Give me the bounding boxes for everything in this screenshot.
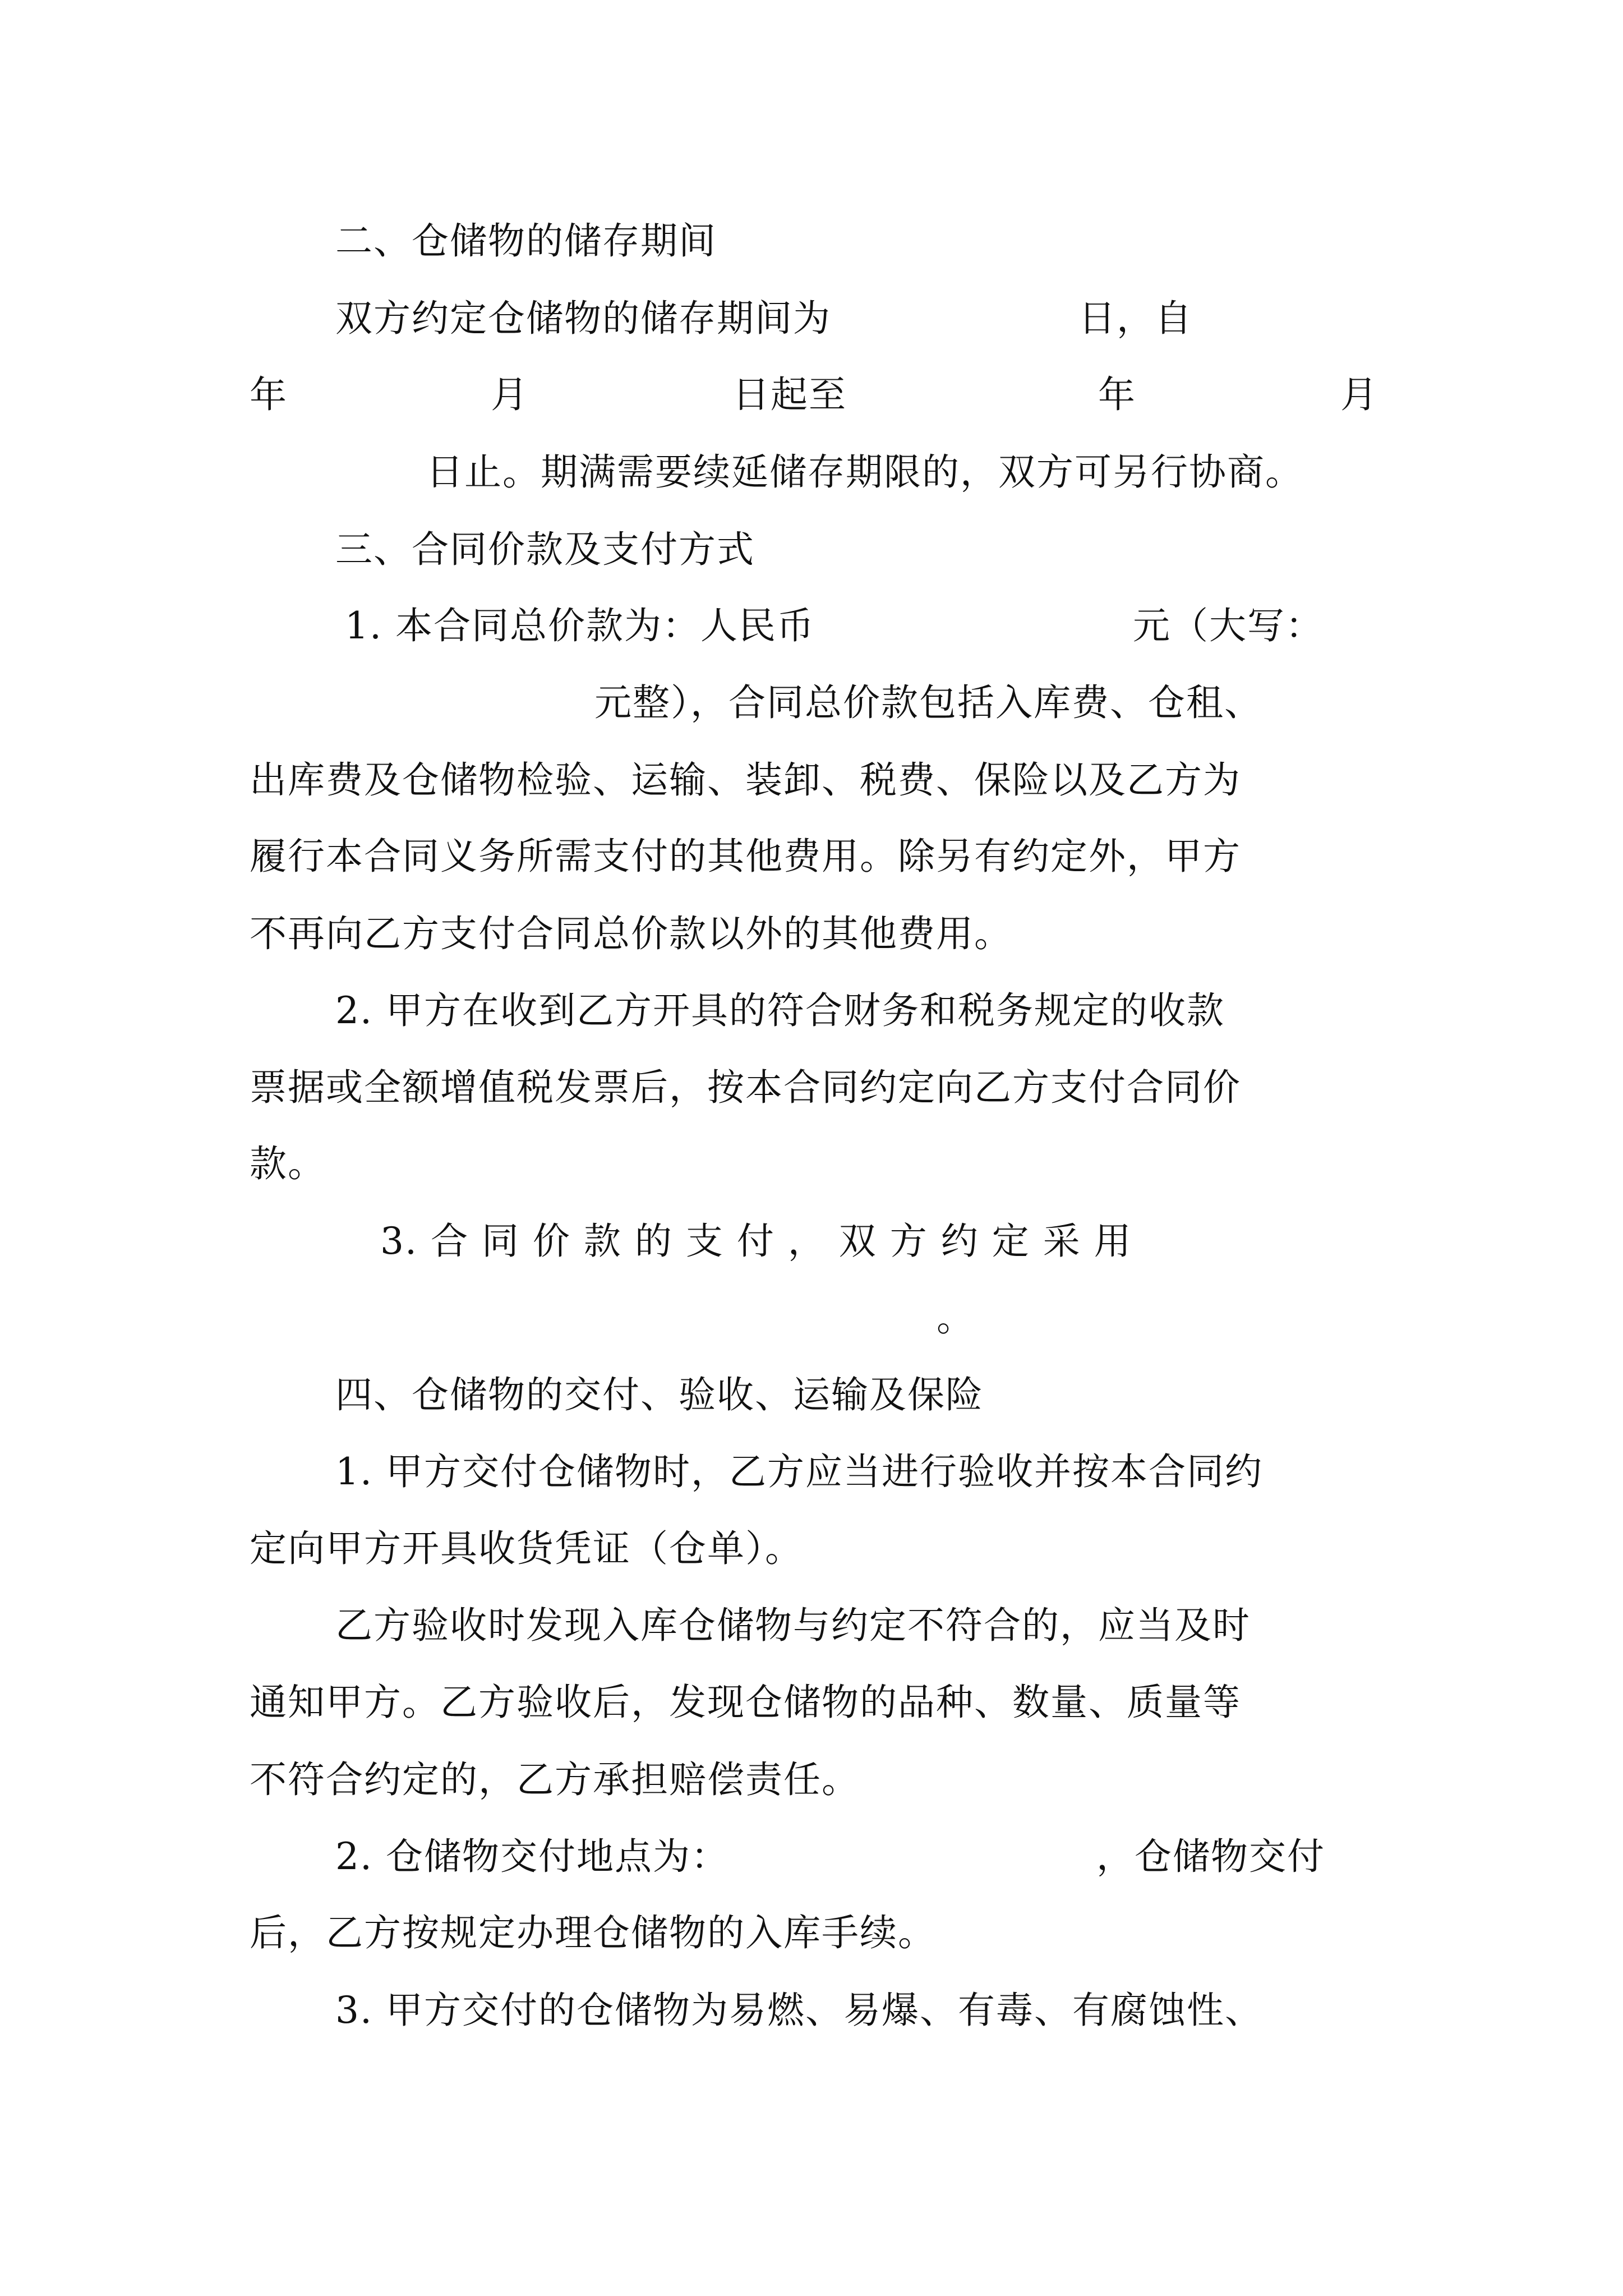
text-line: 元（大写： [1133, 604, 1324, 647]
text-line: 后，乙方按规定办理仓储物的入库手续。 [250, 1911, 936, 1954]
text-line: 2. 仓储物交付地点为： [335, 1835, 729, 1878]
text-line: 1. 甲方交付仓储物时，乙方应当进行验收并按本合同约 [335, 1450, 1263, 1493]
text-line: 不符合约定的，乙方承担赔偿责任。 [250, 1758, 860, 1801]
text-line: 履行本合同义务所需支付的其他费用。除另有约定外，甲方 [250, 835, 1241, 878]
section-heading: 三、合同价款及支付方式 [335, 528, 755, 571]
section-heading: 四、仓储物的交付、验收、运输及保险 [335, 1373, 984, 1416]
text-line: 出库费及仓储物检验、运输、装卸、税费、保险以及乙方为 [250, 758, 1241, 802]
section-heading: 二、仓储物的储存期间 [335, 219, 717, 263]
text-line: 月 [491, 373, 529, 416]
text-line: 票据或全额增值税发票后，按本合同约定向乙方支付合同价 [250, 1066, 1241, 1109]
text-line: 月 [1340, 373, 1378, 416]
text-line: 不再向乙方支付合同总价款以外的其他费用。 [250, 912, 1012, 955]
text-line: 元整），合同总价款包括入库费、仓租、 [594, 681, 1262, 724]
text-line: 年 [1098, 373, 1136, 416]
text-line: 日止。期满需要续延储存期限的，双方可另行协商。 [426, 450, 1303, 494]
text-line: 。 [937, 1296, 975, 1340]
text-line: 款。 [250, 1142, 326, 1185]
text-line: 日起至 [732, 373, 847, 416]
text-line: 2. 甲方在收到乙方开具的符合财务和税务规定的收款 [335, 989, 1225, 1032]
text-line: 日，自 [1078, 297, 1193, 340]
text-line: 3. 甲方交付的仓储物为易燃、易爆、有毒、有腐蚀性、 [335, 1989, 1263, 2032]
text-line: 乙方验收时发现入库仓储物与约定不符合的，应当及时 [335, 1604, 1251, 1647]
text-line: 通知甲方。乙方验收后，发现仓储物的品种、数量、质量等 [250, 1681, 1241, 1724]
text-line: ，仓储物交付 [1096, 1835, 1325, 1878]
text-line: 3. 合 同 价 款 的 支 付 ， 双 方 约 定 采 用 [380, 1220, 1132, 1263]
text-line: 定向甲方开具收货凭证（仓单）。 [250, 1527, 803, 1570]
text-line: 1. 本合同总价款为：人民币 [345, 604, 815, 647]
text-line: 双方约定仓储物的储存期间为 [335, 297, 831, 340]
text-line: 年 [250, 373, 288, 416]
